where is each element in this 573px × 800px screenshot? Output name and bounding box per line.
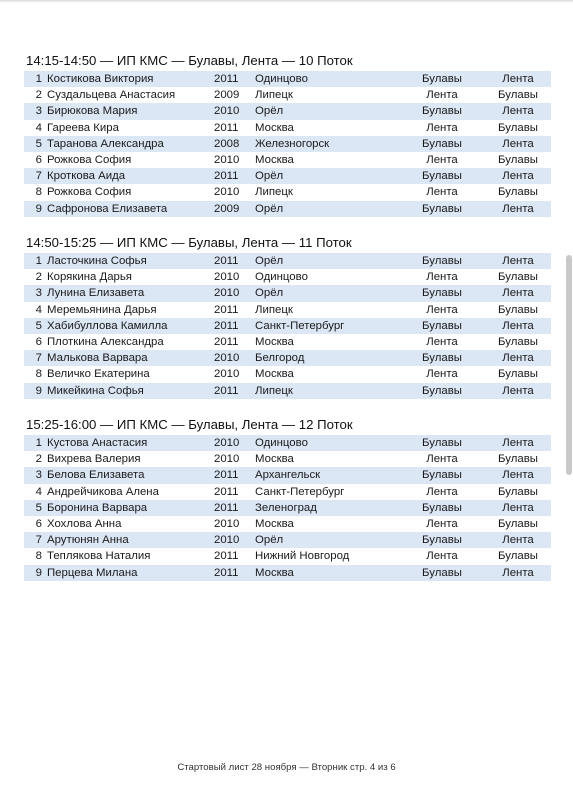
athlete-name: Суздальцева Анастасия: [47, 89, 176, 102]
birth-year: 2010: [214, 271, 240, 284]
athlete-name: Хохлова Анна: [47, 517, 122, 530]
city: Железногорск: [255, 137, 330, 150]
apparatus-second: Лента: [502, 287, 534, 300]
city: Нижний Новгород: [255, 550, 350, 563]
athlete-name: Андрейчикова Алена: [47, 485, 159, 498]
athlete-name: Хабибуллова Камилла: [47, 319, 168, 332]
birth-year: 2010: [214, 453, 240, 466]
city: Санкт-Петербург: [255, 485, 345, 498]
city: Москва: [255, 517, 294, 530]
birth-year: 2011: [214, 550, 239, 563]
birth-year: 2010: [214, 437, 240, 449]
apparatus-first: Лента: [426, 186, 458, 199]
athlete-name: Вихрева Валерия: [47, 453, 141, 466]
row-number: 2: [35, 453, 42, 466]
birth-year: 2011: [214, 170, 239, 183]
table-row: [24, 334, 551, 350]
row-number: 4: [35, 485, 42, 498]
page-footer: Стартовый лист 28 ноября — Вторник стр. 4 из 6: [177, 762, 396, 773]
apparatus-second: Булавы: [498, 517, 538, 530]
athlete-name: Костикова Виктория: [47, 73, 154, 85]
table-row: [24, 184, 551, 200]
apparatus-second: Булавы: [498, 271, 538, 284]
row-number: 8: [35, 186, 42, 199]
athlete-name: Рожкова София: [47, 186, 132, 199]
birth-year: 2010: [214, 368, 240, 381]
birth-year: 2011: [214, 335, 239, 348]
apparatus-first: Лента: [426, 335, 458, 348]
apparatus-second: Лента: [502, 534, 534, 547]
table-row: [24, 302, 551, 318]
athlete-name: Таранова Александра: [47, 137, 164, 150]
table-row: [24, 548, 551, 564]
section-title: 15:25-16:00 — ИП КМС — Булавы, Лента — 12 Поток: [26, 417, 353, 432]
table-row: [24, 269, 551, 285]
row-number: 7: [35, 170, 42, 183]
apparatus-second: Булавы: [498, 89, 538, 102]
apparatus-second: Лента: [502, 352, 534, 365]
apparatus-second: Булавы: [498, 303, 538, 316]
row-number: 2: [35, 271, 42, 284]
table-row: [24, 350, 551, 366]
apparatus-second: Булавы: [498, 121, 538, 134]
birth-year: 2010: [214, 534, 240, 547]
apparatus-first: Булавы: [422, 534, 462, 547]
table-row: [24, 366, 551, 382]
table-row: [24, 120, 551, 136]
row-number: 6: [35, 335, 42, 348]
apparatus-second: Лента: [502, 137, 534, 150]
birth-year: 2010: [214, 287, 240, 300]
city: Орёл: [255, 202, 284, 215]
row-number: 9: [35, 202, 42, 215]
birth-year: 2009: [214, 202, 240, 215]
apparatus-second: Лента: [502, 469, 534, 482]
row-number: 1: [35, 73, 42, 85]
table-row: [24, 435, 551, 451]
birth-year: 2011: [214, 485, 239, 498]
table-row: [24, 484, 551, 500]
city: Архангельск: [255, 469, 321, 482]
table-row: [24, 383, 551, 399]
city: Москва: [255, 335, 294, 348]
athlete-name: Лунина Елизавета: [47, 287, 145, 300]
apparatus-second: Булавы: [498, 550, 538, 563]
city: Москва: [255, 368, 294, 381]
apparatus-second: Лента: [502, 566, 534, 579]
athlete-name: Ласточкина Софья: [47, 255, 147, 267]
apparatus-first: Булавы: [422, 73, 462, 85]
apparatus-first: Булавы: [422, 352, 462, 365]
section-flow-11: [24, 234, 551, 399]
birth-year: 2010: [214, 105, 240, 118]
apparatus-first: Булавы: [422, 437, 462, 449]
apparatus-first: Лента: [426, 153, 458, 166]
birth-year: 2011: [214, 73, 239, 85]
apparatus-first: Булавы: [422, 170, 462, 183]
city: Белгород: [255, 352, 305, 365]
table-row: [24, 565, 551, 581]
page-top-edge: [0, 0, 573, 3]
birth-year: 2009: [214, 89, 240, 102]
apparatus-first: Лента: [426, 89, 458, 102]
apparatus-second: Булавы: [498, 335, 538, 348]
table-row: [24, 136, 551, 152]
apparatus-first: Лента: [426, 453, 458, 466]
row-number: 8: [35, 368, 42, 381]
birth-year: 2008: [214, 137, 240, 150]
athlete-name: Белова Елизавета: [47, 469, 145, 482]
row-number: 1: [35, 437, 42, 449]
apparatus-first: Булавы: [422, 137, 462, 150]
table-row: [24, 500, 551, 516]
apparatus-second: Лента: [502, 501, 534, 514]
table-row: [24, 467, 551, 483]
city: Москва: [255, 153, 294, 166]
row-number: 8: [35, 550, 42, 563]
row-number: 3: [35, 105, 42, 118]
birth-year: 2010: [214, 153, 240, 166]
apparatus-second: Лента: [502, 255, 534, 267]
row-number: 7: [35, 534, 42, 547]
athlete-name: Теплякова Наталия: [47, 550, 151, 563]
table-row: [24, 201, 551, 217]
table-row: [24, 516, 551, 532]
apparatus-second: Лента: [502, 437, 534, 449]
apparatus-second: Булавы: [498, 485, 538, 498]
table-row: [24, 87, 551, 103]
apparatus-second: Булавы: [498, 453, 538, 466]
section-flow-10: [24, 52, 551, 217]
apparatus-second: Лента: [502, 319, 534, 332]
row-number: 7: [35, 352, 42, 365]
birth-year: 2011: [214, 255, 239, 267]
birth-year: 2011: [214, 303, 239, 316]
row-number: 5: [35, 501, 42, 514]
scrollbar-thumb[interactable]: [566, 255, 572, 475]
table-row: [24, 168, 551, 184]
athlete-name: Рожкова София: [47, 153, 132, 166]
athlete-name: Величко Екатерина: [47, 368, 150, 381]
row-number: 9: [35, 384, 42, 397]
athlete-name: Сафронова Елизавета: [47, 202, 168, 215]
apparatus-first: Булавы: [422, 287, 462, 300]
table-row: [24, 152, 551, 168]
athlete-name: Микейкина Софья: [47, 384, 144, 397]
athlete-name: Кустова Анастасия: [47, 437, 148, 449]
city: Орёл: [255, 287, 284, 300]
athlete-name: Перцева Милана: [47, 566, 138, 579]
row-number: 9: [35, 566, 42, 579]
city: Орёл: [255, 170, 284, 183]
apparatus-second: Лента: [502, 170, 534, 183]
row-number: 5: [35, 319, 42, 332]
table-row: [24, 71, 551, 87]
apparatus-first: Лента: [426, 550, 458, 563]
table-row: [24, 253, 551, 269]
row-number: 6: [35, 153, 42, 166]
city: Москва: [255, 453, 294, 466]
row-number: 3: [35, 287, 42, 300]
athlete-name: Арутюнян Анна: [47, 534, 129, 547]
birth-year: 2010: [214, 352, 240, 365]
city: Санкт-Петербург: [255, 319, 345, 332]
apparatus-first: Лента: [426, 271, 458, 284]
apparatus-first: Булавы: [422, 202, 462, 215]
apparatus-first: Лента: [426, 485, 458, 498]
row-number: 3: [35, 469, 42, 482]
birth-year: 2011: [214, 501, 239, 514]
apparatus-second: Лента: [502, 202, 534, 215]
city: Липецк: [255, 89, 293, 102]
city: Орёл: [255, 105, 284, 118]
city: Липецк: [255, 303, 293, 316]
table-row: [24, 318, 551, 334]
apparatus-first: Булавы: [422, 384, 462, 397]
apparatus-second: Булавы: [498, 186, 538, 199]
athlete-name: Меремьянина Дарья: [47, 303, 157, 316]
row-number: 2: [35, 89, 42, 102]
athlete-name: Малькова Варвара: [47, 352, 148, 365]
apparatus-second: Лента: [502, 105, 534, 118]
birth-year: 2010: [214, 517, 240, 530]
table-row: [24, 451, 551, 467]
apparatus-first: Булавы: [422, 566, 462, 579]
table-row: [24, 285, 551, 301]
start-list-table: [24, 71, 551, 217]
city: Орёл: [255, 255, 284, 267]
apparatus-first: Булавы: [422, 469, 462, 482]
birth-year: 2010: [214, 186, 240, 199]
apparatus-first: Булавы: [422, 255, 462, 267]
row-number: 5: [35, 137, 42, 150]
birth-year: 2011: [214, 384, 239, 397]
apparatus-first: Булавы: [422, 319, 462, 332]
apparatus-second: Булавы: [498, 153, 538, 166]
athlete-name: Гареева Кира: [47, 121, 119, 134]
athlete-name: Корякина Дарья: [47, 271, 132, 284]
table-row: [24, 103, 551, 119]
athlete-name: Плоткина Александра: [47, 335, 164, 348]
row-number: 1: [35, 255, 42, 267]
city: Липецк: [255, 384, 293, 397]
apparatus-second: Лента: [502, 73, 534, 85]
row-number: 6: [35, 517, 42, 530]
start-list-table: [24, 435, 551, 581]
apparatus-first: Лента: [426, 303, 458, 316]
birth-year: 2011: [214, 121, 239, 134]
apparatus-first: Лента: [426, 121, 458, 134]
section-flow-12: [24, 416, 551, 581]
apparatus-first: Лента: [426, 517, 458, 530]
athlete-name: Бирюкова Мария: [47, 105, 138, 118]
city: Одинцово: [255, 271, 308, 284]
city: Москва: [255, 566, 294, 579]
city: Москва: [255, 121, 294, 134]
city: Одинцово: [255, 73, 308, 85]
apparatus-second: Булавы: [498, 368, 538, 381]
table-row: [24, 532, 551, 548]
city: Липецк: [255, 186, 293, 199]
city: Одинцово: [255, 437, 308, 449]
birth-year: 2011: [214, 566, 239, 579]
city: Зеленоград: [255, 501, 317, 514]
row-number: 4: [35, 303, 42, 316]
birth-year: 2011: [214, 319, 239, 332]
apparatus-second: Лента: [502, 384, 534, 397]
apparatus-first: Булавы: [422, 105, 462, 118]
row-number: 4: [35, 121, 42, 134]
apparatus-first: Лента: [426, 368, 458, 381]
athlete-name: Кроткова Аида: [47, 170, 126, 183]
apparatus-first: Булавы: [422, 501, 462, 514]
birth-year: 2011: [214, 469, 239, 482]
city: Орёл: [255, 534, 284, 547]
start-list-table: [24, 253, 551, 399]
athlete-name: Боронина Варвара: [47, 501, 148, 514]
section-title: 14:50-15:25 — ИП КМС — Булавы, Лента — 11 Поток: [26, 235, 352, 250]
section-title: 14:15-14:50 — ИП КМС — Булавы, Лента — 10 Поток: [26, 53, 353, 68]
